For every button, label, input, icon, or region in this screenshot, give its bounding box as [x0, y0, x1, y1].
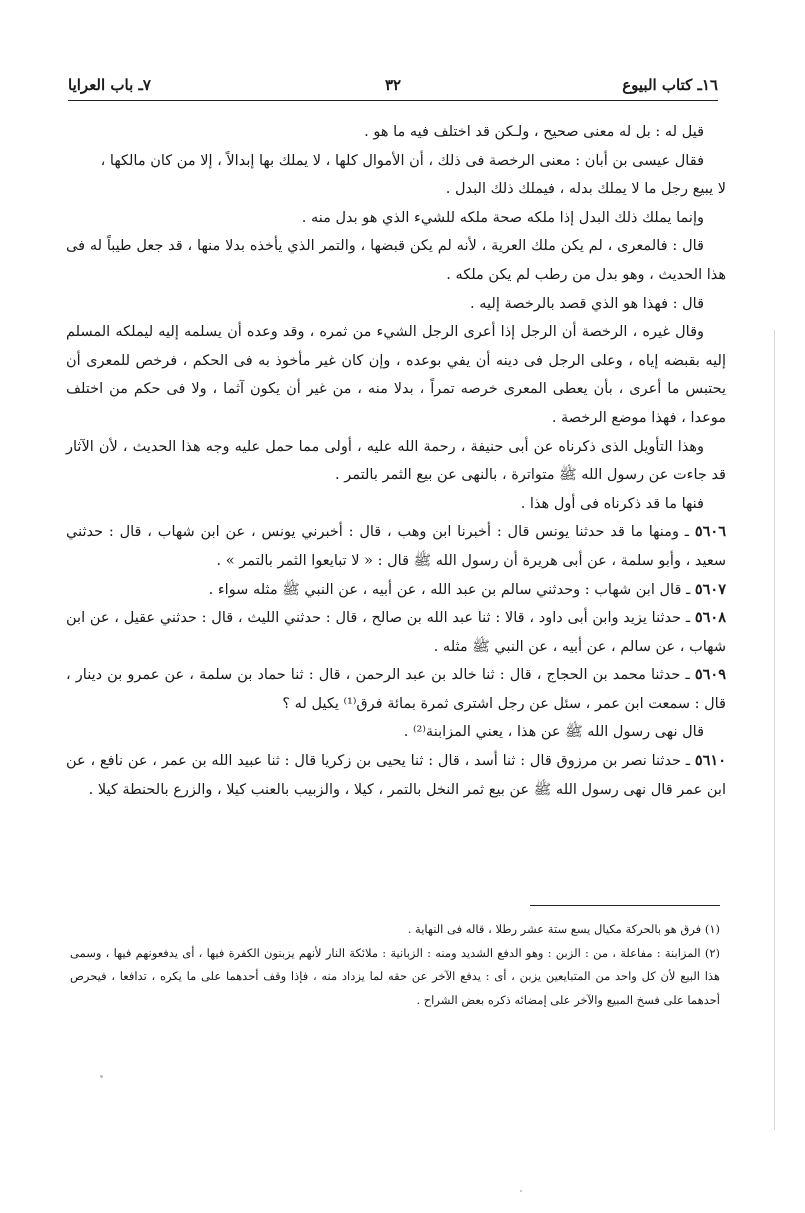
paragraph: وهذا التأويل الذى ذكرناه عن أبى حنيفة ، رحمة الله عليه ، أولى مما حمل عليه وجه هذا الحديث ، لأن الآثار قد جاءت عن رسول الله ﷺ متواترة ، بالنهى عن بيع الثمر بالتمر . — [66, 438, 726, 484]
page-number: ٣٢ — [384, 76, 402, 94]
hadith-entry — [66, 518, 726, 575]
hadith-number: ٥٦٠٧ — [694, 580, 726, 598]
scan-speck — [520, 1190, 522, 1192]
hadith-number: ٥٦١٠ — [694, 752, 726, 770]
paragraph: فنها ما قد ذكرناه فى أول هذا . — [520, 495, 704, 512]
hadith-number: ٥٦٠٩ — [694, 666, 726, 684]
paragraph: فقال عيسى بن أبان : معنى الرخصة فى ذلك ، أن الأموال كلها ، لا يملك بها إبدالاً ، إلا من كان مالكها ، — [100, 152, 704, 169]
running-header — [68, 70, 718, 101]
paragraph: قيل له : بل له معنى صحيح ، ولـكن قد اختلف فيه ما هو . — [364, 124, 704, 140]
hadith-number: ٥٦٠٨ — [694, 609, 727, 627]
paragraph: وإنما يملك ذلك البدل إذا ملكه صحة ملكه للشيء الذي هو بدل منه . — [301, 209, 704, 226]
hadith-entry — [66, 576, 726, 605]
paragraph: قال : فالمعرى ، لم يكن ملك العرية ، لأنه لم يكن قبضها ، والتمر الذي يأخذه بدلا منها ، قد جعل طيباً له فى هذا الحديث ، وهو بدل من رطب لم يكن ملكه . — [66, 238, 726, 283]
footnote: (١) فرق هو بالحركة مكيال يسع ستة عشر رطلا ، قاله فى النهاية . — [407, 922, 720, 936]
hadith-text: ـ حدثنا نصر بن مرزوق قال : ثنا أسد ، قال : ثنا يحيى بن زكريا قال : ثنا عبيد الله بن عمر ، عن نافع ، عن ابن عمر قال نهى رسول الله ﷺ عن بيع ثمر النخل بالتمر ، كيلا ، والزبيب بالعنب كيلا ، والزرع بالحنطة كيلا . — [66, 753, 726, 798]
paragraph: وقال غيره ، الرخصة أن الرجل إذا أعرى الرجل الشيء من ثمره ، وقد وعده أن يسلمه إليه ليملكه المسلم إليه بقبضه إياه ، وعلى الرجل فى دينه أن يفي بوعده ، وإن كان غير مأخوذ به فى الحكم ، فرخص للمعرى أن يحتبس ما أعرى ، بأن يعطى المعرى خرصه تمراً ، بدلا منه ، من غير أن يكون آثما ، ولا فى حكم من اختلف موعدا ، فهذا موضع الرخصة . — [66, 324, 726, 426]
header-chapter-title: ٧ـ باب العرايا — [68, 76, 151, 94]
hadith-entry — [66, 747, 726, 804]
main-text — [66, 118, 726, 804]
hadith-continuation — [66, 718, 726, 747]
footnote: (٢) المزابنة : مفاعلة ، من : الزبن : وهو الدفع الشديد ومنه : الزبانية : ملائكة النار لأنهم يزبنون الكفرة فيها ، أى يدفعونهم فيها ، وسمى هذا البيع لأن كل واحد من المتبايعين يزبن ، أى : يدفع الآخر عن حقه لما يزداد منه ، فإذا وقف أحدهما على ما يكره ، تدافعا ، فيحرص أحدهما على فسخ المبيع والآخر على إمضائه ذكره بعض الشراح . — [70, 945, 720, 1007]
paragraph: قال : فهذا هو الذي قصد بالرخصة إليه . — [470, 295, 704, 312]
header-book-title: ١٦ـ كتاب البيوع — [622, 76, 718, 94]
hadith-text: ـ حدثنا يزيد وابن أبى داود ، قالا : ثنا عبد الله بن صالح ، قال : حدثني الليث ، قال : حدثني عقيل ، عن ابن شهاب ، عن سالم ، عن أبيه ، عن النبي ﷺ مثله . — [66, 610, 726, 655]
footnotes — [70, 918, 720, 1012]
paragraph: لا يبيع رجل ما لا يملك بدله ، فيملك ذلك البدل . — [445, 181, 726, 198]
scan-speck — [100, 1075, 103, 1078]
footnote-divider — [530, 905, 720, 906]
scan-edge-line — [774, 330, 775, 1130]
hadith-text: ـ قال ابن شهاب : وحدثني سالم بن عبد الله ، عن أبيه ، عن النبي ﷺ مثله سواء . — [208, 581, 691, 598]
hadith-text: قال نهى رسول الله ﷺ عن هذا ، يعني المزابنة⁽²⁾ . — [403, 724, 704, 741]
hadith-entry — [66, 661, 726, 718]
hadith-text: ـ حدثنا محمد بن الحجاج ، قال : ثنا خالد بن عبد الرحمن ، قال : ثنا حماد بن سلمة ، عن عمرو بن دينار ، قال : سمعت ابن عمر ، سئل عن رجل اشترى ثمرة بمائة فرق⁽¹⁾ يكيل له ؟ — [66, 667, 726, 712]
hadith-number: ٥٦٠٦ — [694, 523, 726, 541]
hadith-text: ـ ومنها ما قد حدثنا يونس قال : أخبرنا ابن وهب ، قال : أخبرني يونس ، عن ابن شهاب ، قال : حدثني سعيد ، وأبو سلمة ، عن أبى هريرة أن رسول الله ﷺ قال : « لا تبايعوا الثمر بالتمر » . — [66, 524, 726, 569]
hadith-entry — [66, 604, 726, 661]
